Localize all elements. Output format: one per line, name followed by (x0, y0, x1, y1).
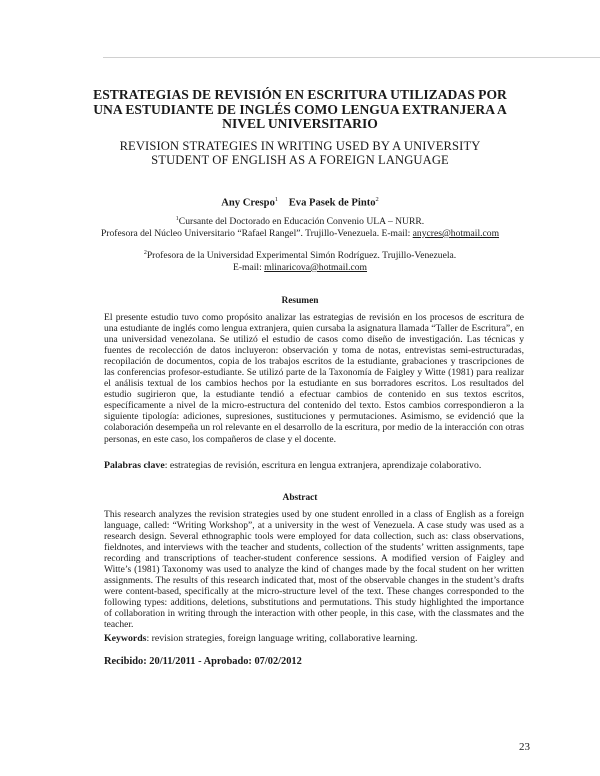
affiliation-1-line1 (90, 214, 510, 228)
affiliation-2-line2 (90, 262, 510, 274)
palabras-clave (104, 460, 534, 471)
palabras-clave-text: : estrategias de revisión, escritura en lengua extranjera, aprendizaje colaborativo. (164, 460, 482, 471)
author-mark: 2 (375, 196, 379, 203)
author-name: Any Crespo (221, 197, 275, 209)
email-link[interactable]: mlinaricova@hotmail.com (264, 261, 368, 273)
affiliation-1 (90, 214, 510, 239)
affiliation-text: E-mail: (232, 261, 265, 273)
abstract-paragraph: This research analyzes the revision strategies used by one student enrolled in a class of English as a foreign language, called: “Writing Workshop”, at a university in the west of Venezuela. A case study was used as a research design. Several ethnographic tools were employed for data collection, such as: class observations, fieldnotes, and interviews with the teacher and students, collection of the students’ written assignments, tape recording and transcriptions of teacher-student conference sessions. A modified version of Faigley and Witte’s (1981) Taxonomy was used to analyze the kind of changes made by the focal student on her written assignments. The results of this research indicated that, most of the observable changes in the student’s drafts were content-based, specifically at the micro-structure level of the text. These changes corresponded to the following types: additions, deletions, substitutions and permutations. This study highlighted the importance of collaboration in writing through the interaction with other people, in this case, with the classmates and the teacher. (104, 509, 524, 631)
page-number: 23 (519, 741, 530, 753)
affiliation-text: Cursante del Doctorado en Educación Convenio ULA – NURR. (178, 216, 425, 228)
resumen-heading: Resumen (281, 296, 319, 306)
affiliation-mark: 2 (143, 250, 147, 256)
spanish-title: ESTRATEGIAS DE REVISIÓN EN ESCRITURA UTILIZADAS POR UNA ESTUDIANTE DE INGLÉS COMO LENGUA EXTRANJERA A NIVEL UNIVERSITARIO (93, 87, 507, 132)
abstract-heading: Abstract (282, 493, 318, 503)
affiliation-2 (90, 248, 510, 273)
author-name: Eva Pasek de Pinto (288, 197, 376, 209)
affiliation-text: Profesora de la Universidad Experimental Simón Rodríguez. Trujillo-Venezuela. (146, 250, 457, 262)
keywords-label: Keywords (104, 633, 147, 644)
affiliation-text: Profesora del Núcleo Universitario “Rafael Rangel”. Trujillo-Venezuela. E-mail: (100, 227, 413, 239)
english-title: REVISION STRATEGIES IN WRITING USED BY A UNIVERSITY STUDENT OF ENGLISH AS A FOREIGN LANGUAGE (119, 139, 481, 167)
author-line (90, 196, 510, 209)
palabras-clave-label: Palabras clave (104, 460, 165, 471)
keywords-text: : revision strategies, foreign language writing, collaborative learning. (146, 633, 418, 644)
resumen-paragraph: El presente estudio tuvo como propósito analizar las estrategias de revisión en los procesos de escritura de una estudiante de inglés como lengua extranjera, quien cursaba la asignatura llamada “Taller de Escritura”, en una universidad venezolana. Se utilizó el estudio de casos como diseño de investigación. Las técnicas y fuentes de recolección de datos incluyeron: observación y toma de notas, entrevistas semi-estructuradas, recopilación de documentos, copia de los trabajos escritos de la estudiante, grabaciones y trascripciones de las conferencias profesor-estudiante. Se utilizó parte de la Taxonomía de Faigley y Witte (1981) para realizar el análisis textual de los cambios hechos por la estudiante en sus borradores escritos. Los resultados del estudio sugirieron que, la estudiante tendió a efectuar cambios de contenido en sus textos escritos, específicamente a nivel de la micro-estructura del contenido del texto. Estos cambios correspondieron a la siguiente tipología: adiciones, supresiones, sustituciones y permutaciones. Asimismo, se evidenció que la colaboración desempeña un rol relevante en el desarrollo de la escritura, por medio de la interacción con otras personas, en este caso, los compañeros de clase y el docente. (104, 312, 524, 445)
author-mark: 1 (274, 196, 279, 203)
keywords (104, 633, 534, 644)
affiliation-1-line2 (90, 228, 510, 240)
received-approved-dates: Recibido: 20/11/2011 - Aprobado: 07/02/2012 (104, 656, 302, 667)
affiliation-mark: 1 (175, 216, 179, 222)
affiliation-2-line1 (90, 248, 510, 262)
header-rule (103, 57, 600, 58)
email-link[interactable]: anycres@hotmail.com (412, 227, 500, 239)
